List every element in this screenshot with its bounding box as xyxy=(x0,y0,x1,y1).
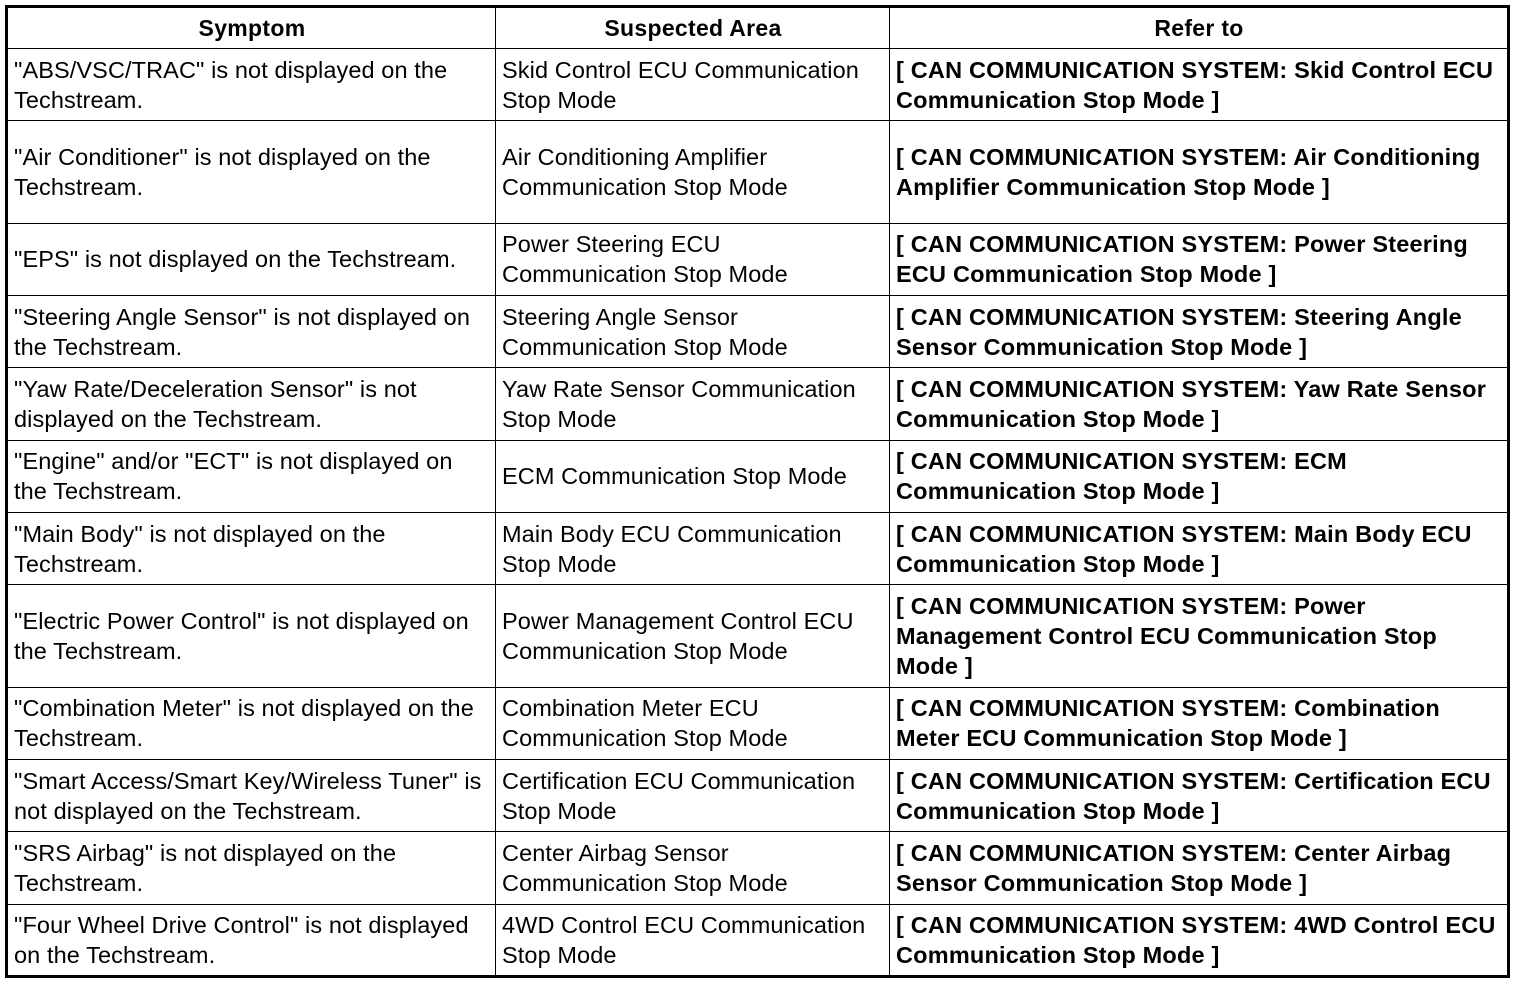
table-row xyxy=(7,440,1509,512)
table-header xyxy=(7,7,1509,49)
symptom-cell: "Combination Meter" is not displayed on the Techstream. xyxy=(7,687,496,759)
refer-to-cell: [ CAN COMMUNICATION SYSTEM: Yaw Rate Sensor Communication Stop Mode ] xyxy=(890,368,1509,440)
table-body xyxy=(7,49,1509,977)
refer-to-cell: [ CAN COMMUNICATION SYSTEM: Certification ECU Communication Stop Mode ] xyxy=(890,759,1509,831)
table-row xyxy=(7,585,1509,687)
symptom-cell: "ABS/VSC/TRAC" is not displayed on the Techstream. xyxy=(7,49,496,121)
suspected-area-cell: Combination Meter ECU Communication Stop Mode xyxy=(496,687,890,759)
header-refer-to: Refer to xyxy=(890,7,1509,49)
suspected-area-cell: Main Body ECU Communication Stop Mode xyxy=(496,512,890,584)
refer-to-cell: [ CAN COMMUNICATION SYSTEM: Air Conditioning Amplifier Communication Stop Mode ] xyxy=(890,121,1509,223)
refer-to-cell: [ CAN COMMUNICATION SYSTEM: Center Airbag Sensor Communication Stop Mode ] xyxy=(890,832,1509,904)
suspected-area-cell: ECM Communication Stop Mode xyxy=(496,440,890,512)
symptom-cell: "Engine" and/or "ECT" is not displayed on the Techstream. xyxy=(7,440,496,512)
table-row xyxy=(7,904,1509,976)
table-row xyxy=(7,368,1509,440)
suspected-area-cell: Skid Control ECU Communication Stop Mode xyxy=(496,49,890,121)
symptom-cell: "EPS" is not displayed on the Techstream. xyxy=(7,223,496,295)
refer-to-cell: [ CAN COMMUNICATION SYSTEM: Power Steering ECU Communication Stop Mode ] xyxy=(890,223,1509,295)
suspected-area-cell: Air Conditioning Amplifier Communication Stop Mode xyxy=(496,121,890,223)
suspected-area-cell: Steering Angle Sensor Communication Stop Mode xyxy=(496,296,890,368)
header-symptom: Symptom xyxy=(7,7,496,49)
header-suspected-area: Suspected Area xyxy=(496,7,890,49)
symptom-cell: "Four Wheel Drive Control" is not displayed on the Techstream. xyxy=(7,904,496,976)
table-row xyxy=(7,49,1509,121)
symptom-cell: "Air Conditioner" is not displayed on the Techstream. xyxy=(7,121,496,223)
table-row xyxy=(7,759,1509,831)
table-row xyxy=(7,512,1509,584)
refer-to-cell: [ CAN COMMUNICATION SYSTEM: Power Management Control ECU Communication Stop Mode ] xyxy=(890,585,1509,687)
suspected-area-cell: Certification ECU Communication Stop Mode xyxy=(496,759,890,831)
refer-to-cell: [ CAN COMMUNICATION SYSTEM: Steering Angle Sensor Communication Stop Mode ] xyxy=(890,296,1509,368)
symptom-cell: "Yaw Rate/Deceleration Sensor" is not displayed on the Techstream. xyxy=(7,368,496,440)
symptom-cell: "Main Body" is not displayed on the Techstream. xyxy=(7,512,496,584)
symptom-table xyxy=(5,5,1510,978)
table-row xyxy=(7,832,1509,904)
suspected-area-cell: 4WD Control ECU Communication Stop Mode xyxy=(496,904,890,976)
table-row xyxy=(7,121,1509,223)
document-page xyxy=(5,5,1507,978)
symptom-cell: "SRS Airbag" is not displayed on the Techstream. xyxy=(7,832,496,904)
suspected-area-cell: Center Airbag Sensor Communication Stop Mode xyxy=(496,832,890,904)
header-row xyxy=(7,7,1509,49)
symptom-cell: "Electric Power Control" is not displayed on the Techstream. xyxy=(7,585,496,687)
suspected-area-cell: Yaw Rate Sensor Communication Stop Mode xyxy=(496,368,890,440)
refer-to-cell: [ CAN COMMUNICATION SYSTEM: ECM Communication Stop Mode ] xyxy=(890,440,1509,512)
table-row xyxy=(7,223,1509,295)
table-row xyxy=(7,296,1509,368)
suspected-area-cell: Power Steering ECU Communication Stop Mode xyxy=(496,223,890,295)
refer-to-cell: [ CAN COMMUNICATION SYSTEM: Skid Control ECU Communication Stop Mode ] xyxy=(890,49,1509,121)
refer-to-cell: [ CAN COMMUNICATION SYSTEM: 4WD Control ECU Communication Stop Mode ] xyxy=(890,904,1509,976)
refer-to-cell: [ CAN COMMUNICATION SYSTEM: Main Body ECU Communication Stop Mode ] xyxy=(890,512,1509,584)
suspected-area-cell: Power Management Control ECU Communication Stop Mode xyxy=(496,585,890,687)
table-row xyxy=(7,687,1509,759)
symptom-cell: "Steering Angle Sensor" is not displayed on the Techstream. xyxy=(7,296,496,368)
symptom-cell: "Smart Access/Smart Key/Wireless Tuner" is not displayed on the Techstream. xyxy=(7,759,496,831)
refer-to-cell: [ CAN COMMUNICATION SYSTEM: Combination Meter ECU Communication Stop Mode ] xyxy=(890,687,1509,759)
